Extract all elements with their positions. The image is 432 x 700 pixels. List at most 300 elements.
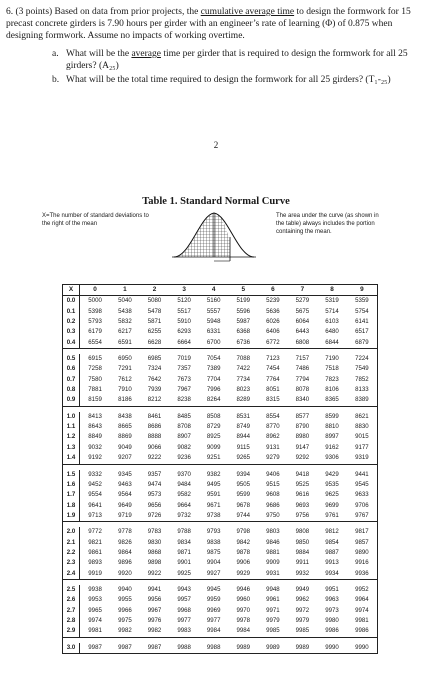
- table-cell: 7357: [177, 365, 191, 373]
- table-row: [63, 432, 378, 442]
- table-cell: 9830: [147, 538, 162, 546]
- table-cell: 9115: [236, 443, 250, 451]
- table-cell: 6293: [177, 328, 191, 336]
- table-row: [63, 307, 378, 317]
- row-header: 2.5: [63, 585, 80, 595]
- row-header: 1.7: [63, 490, 80, 500]
- row-header: 2.9: [63, 626, 80, 637]
- table-cell: 9463: [118, 480, 132, 488]
- table-cell: 8749: [236, 423, 251, 431]
- table-cell: 9987: [147, 643, 162, 651]
- question-a: [52, 48, 426, 72]
- table-cell: 8554: [266, 412, 280, 420]
- table-cell: 8962: [266, 433, 280, 441]
- table-cell: 7088: [236, 355, 251, 363]
- table-cell: 9898: [147, 559, 162, 567]
- table-cell: 9686: [266, 501, 280, 509]
- table-cell: 9854: [325, 538, 339, 546]
- table-cell: 6064: [295, 318, 310, 326]
- table-cell: 9082: [177, 443, 191, 451]
- row-header: 2.1: [63, 538, 80, 548]
- table-cell: 8621: [355, 412, 369, 420]
- table-cell: 9909: [266, 559, 280, 567]
- row-header: 2.8: [63, 616, 80, 626]
- table-row: [63, 375, 378, 385]
- table-row: [63, 453, 378, 464]
- table-cell: 9904: [206, 559, 221, 567]
- table-cell: 6443: [295, 328, 310, 336]
- table-cell: 9251: [206, 454, 221, 462]
- table-row: [63, 490, 378, 500]
- table-cell: 8238: [177, 396, 191, 404]
- row-header: 0.1: [63, 307, 80, 317]
- table-cell: 9951: [325, 585, 339, 593]
- table-cell: 5199: [236, 297, 251, 305]
- table-cell: 5279: [295, 297, 310, 305]
- row-header: 2.7: [63, 606, 80, 616]
- table-row: [63, 364, 378, 374]
- table-cell: 9525: [295, 480, 310, 488]
- column-header: 8: [317, 285, 347, 296]
- table-cell: 5636: [266, 307, 280, 315]
- table-cell: 9633: [355, 491, 369, 499]
- table-cell: 9940: [118, 585, 132, 593]
- table-row: [63, 317, 378, 327]
- table-cell: 6772: [266, 338, 280, 346]
- table-cell: 5910: [177, 318, 191, 326]
- table-cell: 9916: [355, 559, 369, 567]
- table-cell: 7190: [325, 355, 339, 363]
- table-cell: 9850: [295, 538, 310, 546]
- table-cell: 9418: [295, 470, 310, 478]
- table-cell: 9878: [236, 548, 251, 556]
- column-header: 5: [228, 285, 258, 296]
- table-cell: 9015: [355, 433, 369, 441]
- table-row: [63, 501, 378, 511]
- table-cell: 7157: [295, 355, 310, 363]
- table-row: [63, 643, 378, 654]
- table-cell: 9495: [206, 480, 221, 488]
- table-cell: 9699: [325, 501, 339, 509]
- table-cell: 9913: [325, 559, 339, 567]
- table-cell: 8186: [118, 396, 132, 404]
- table-cell: 9732: [177, 511, 191, 519]
- row-header: 1.9: [63, 511, 80, 522]
- table-cell: 5754: [355, 307, 369, 315]
- table-cell: 7054: [206, 355, 221, 363]
- table-cell: 9357: [147, 470, 162, 478]
- normal-curve-table: [62, 284, 378, 654]
- table-cell: 8365: [325, 396, 339, 404]
- table-cell: 9726: [147, 511, 162, 519]
- table-cell: 6517: [355, 328, 369, 336]
- table-cell: 9990: [325, 643, 339, 651]
- problem-intro: [6, 6, 426, 42]
- table-cell: 5239: [266, 297, 280, 305]
- table-cell: 5517: [177, 307, 191, 315]
- table-cell: 9817: [355, 528, 369, 536]
- table-cell: 9049: [118, 443, 132, 451]
- table-cell: 9989: [236, 643, 251, 651]
- table-cell: 9881: [266, 548, 280, 556]
- table-cell: 5438: [118, 307, 132, 315]
- table-cell: 9649: [118, 501, 132, 509]
- table-cell: 9964: [355, 596, 369, 604]
- table-cell: 9370: [177, 470, 191, 478]
- table-cell: 9177: [355, 443, 369, 451]
- table-cell: 9956: [147, 596, 162, 604]
- row-header: 1.1: [63, 422, 80, 432]
- table-cell: 9919: [88, 569, 102, 577]
- table-cell: 8810: [325, 423, 339, 431]
- table-cell: 9965: [88, 606, 102, 614]
- table-header-row: [63, 285, 378, 296]
- table-cell: 9875: [206, 548, 221, 556]
- table-cell: 8907: [177, 433, 191, 441]
- table-cell: 8289: [236, 396, 251, 404]
- problem-number: 6.: [6, 7, 14, 17]
- table-row: [63, 569, 378, 580]
- table-cell: 9864: [118, 548, 132, 556]
- problem-intro-emphasis: cumulative average time: [200, 7, 295, 17]
- table-row: [63, 422, 378, 432]
- table-cell: 6664: [177, 338, 191, 346]
- table-cell: 9147: [295, 443, 310, 451]
- table-cell: 7389: [206, 365, 221, 373]
- table-row: [63, 616, 378, 626]
- table-cell: 8770: [266, 423, 280, 431]
- table-cell: 5871: [147, 318, 162, 326]
- table-cell: 5398: [88, 307, 102, 315]
- question-emphasis: average: [131, 49, 161, 59]
- table-cell: 5675: [295, 307, 310, 315]
- table-cell: 8438: [118, 412, 132, 420]
- table-cell: 9192: [88, 454, 102, 462]
- table-cell: 9955: [118, 596, 132, 604]
- table-cell: 9977: [206, 616, 221, 624]
- table-cell: 7019: [177, 355, 191, 363]
- table-cell: 9713: [88, 511, 102, 519]
- table-cell: 8790: [295, 423, 310, 431]
- table-cell: 6141: [355, 318, 369, 326]
- table-cell: 8729: [206, 423, 221, 431]
- table-row: [63, 606, 378, 616]
- table-cell: 9292: [295, 454, 310, 462]
- table-cell: 9973: [325, 606, 339, 614]
- table-cell: 9890: [355, 548, 369, 556]
- table-cell: 9319: [355, 454, 369, 462]
- table-row: [63, 480, 378, 490]
- table-cell: 8159: [88, 396, 102, 404]
- table-cell: 9812: [325, 528, 339, 536]
- table-cell: 7612: [118, 375, 132, 383]
- table-cell: 9838: [206, 538, 221, 546]
- table-row: [63, 470, 378, 480]
- table-cell: 7422: [236, 365, 251, 373]
- table-cell: 7673: [177, 375, 191, 383]
- column-header: 4: [199, 285, 229, 296]
- table-cell: 7852: [355, 375, 369, 383]
- table-cell: 9842: [236, 538, 251, 546]
- table-cell: 9616: [295, 491, 310, 499]
- column-header: 6: [258, 285, 288, 296]
- table-cell: 9798: [236, 528, 251, 536]
- table-cell: 9901: [177, 559, 191, 567]
- corner-cell: X: [63, 285, 80, 296]
- table-cell: 9982: [147, 627, 162, 635]
- table-cell: 9738: [206, 511, 221, 519]
- table-cell: 8389: [355, 396, 369, 404]
- table-cell: 7734: [236, 375, 251, 383]
- table-cell: 8599: [325, 412, 339, 420]
- table-cell: 8078: [295, 386, 310, 394]
- table-cell: 9599: [236, 491, 251, 499]
- table-cell: 7704: [206, 375, 221, 383]
- table-cell: 9984: [236, 627, 251, 635]
- table-cell: 6985: [147, 355, 162, 363]
- table-cell: 9821: [88, 538, 102, 546]
- table-cell: 9641: [88, 501, 102, 509]
- row-header: 2.6: [63, 595, 80, 605]
- table-cell: 9960: [236, 596, 251, 604]
- table-cell: 5478: [147, 307, 162, 315]
- table-cell: 9545: [355, 480, 369, 488]
- question-text: [66, 48, 426, 72]
- table-cell: 7580: [88, 375, 102, 383]
- table-cell: 9925: [177, 569, 191, 577]
- table-cell: 9893: [88, 559, 102, 567]
- table-title: Table 1. Standard Normal Curve: [142, 196, 290, 207]
- table-cell: 8133: [355, 386, 369, 394]
- row-header: 1.2: [63, 432, 80, 442]
- table-cell: 9554: [88, 491, 102, 499]
- table-cell: 9987: [88, 643, 102, 651]
- table-cell: 9808: [295, 528, 310, 536]
- table-cell: 7910: [118, 386, 132, 394]
- table-cell: 9265: [236, 454, 251, 462]
- row-header: 0.8: [63, 385, 80, 395]
- table-cell: 9968: [177, 606, 191, 614]
- table-cell: 9834: [177, 538, 191, 546]
- table-cell: 8508: [206, 412, 221, 420]
- table-cell: 9515: [266, 480, 280, 488]
- table-cell: 9945: [206, 585, 221, 593]
- table-cell: 9906: [236, 559, 251, 567]
- table-cell: 7518: [325, 365, 339, 373]
- row-header: 1.0: [63, 412, 80, 422]
- table-cell: 7454: [266, 365, 280, 373]
- table-cell: 9394: [236, 470, 251, 478]
- table-cell: 9793: [206, 528, 221, 536]
- table-cell: 5793: [88, 318, 102, 326]
- table-cell: 9706: [355, 501, 369, 509]
- page-number: 2: [213, 140, 219, 150]
- table-cell: 9949: [295, 585, 310, 593]
- table-cell: 6591: [118, 338, 132, 346]
- table-cell: 8869: [118, 433, 132, 441]
- table-cell: 7794: [295, 375, 310, 383]
- table-cell: 8925: [206, 433, 221, 441]
- problem-intro-text: (3 points) Based on data from prior projects, the: [15, 7, 201, 17]
- table-cell: 9927: [206, 569, 221, 577]
- table-cell: 5987: [236, 318, 251, 326]
- table-cell: 8643: [88, 423, 102, 431]
- table-cell: 5160: [206, 297, 221, 305]
- table-row: [63, 538, 378, 548]
- row-header: 0.7: [63, 375, 80, 385]
- table-cell: 9988: [206, 643, 221, 651]
- table-cell: 9306: [325, 454, 339, 462]
- table-cell: 9985: [266, 627, 280, 635]
- table-cell: 5000: [88, 297, 102, 305]
- table-cell: 9887: [325, 548, 339, 556]
- table-cell: 9871: [177, 548, 191, 556]
- table-cell: 8461: [147, 412, 162, 420]
- table-cell: 9452: [88, 480, 102, 488]
- table-cell: 9948: [266, 585, 280, 593]
- table-row: [63, 595, 378, 605]
- table-cell: 9970: [236, 606, 251, 614]
- table-cell: 9582: [177, 491, 191, 499]
- column-header: 3: [169, 285, 199, 296]
- row-header: 2.0: [63, 527, 80, 537]
- table-cell: 9922: [147, 569, 162, 577]
- table-cell: 9573: [147, 491, 162, 499]
- table-row: [63, 412, 378, 422]
- question-text: [66, 74, 391, 86]
- table-cell: 9920: [118, 569, 132, 577]
- question-list: [52, 48, 426, 86]
- table-cell: 5596: [236, 307, 251, 315]
- table-row: [63, 443, 378, 453]
- table-cell: 9974: [88, 616, 102, 624]
- table-cell: 9884: [295, 548, 310, 556]
- table-cell: 9406: [266, 470, 280, 478]
- table-row: [63, 558, 378, 568]
- table-cell: 9099: [206, 443, 221, 451]
- row-header: 1.6: [63, 480, 80, 490]
- table-cell: 8849: [88, 433, 102, 441]
- table-cell: 6879: [355, 338, 369, 346]
- table-row: [63, 385, 378, 395]
- table-cell: 7764: [266, 375, 280, 383]
- table-cell: 7996: [206, 386, 221, 394]
- table-cell: 7642: [147, 375, 162, 383]
- row-header: 0.5: [63, 354, 80, 364]
- table-cell: 6700: [206, 338, 221, 346]
- table-cell: 8106: [325, 386, 339, 394]
- table-row: [63, 354, 378, 364]
- table-cell: 9911: [295, 559, 309, 567]
- x-definition-note: X=The number of standard deviations to the right of the mean: [42, 213, 149, 227]
- column-header: 7: [288, 285, 318, 296]
- table-cell: 6950: [118, 355, 132, 363]
- table-cell: 9988: [177, 643, 191, 651]
- table-cell: 9066: [147, 443, 162, 451]
- table-cell: 5948: [206, 318, 221, 326]
- table-cell: 9936: [355, 569, 369, 577]
- table-cell: 6406: [266, 328, 280, 336]
- table-row: [63, 296, 378, 307]
- table-cell: 6179: [88, 328, 102, 336]
- table-cell: 6368: [236, 328, 251, 336]
- table-cell: 9772: [88, 528, 102, 536]
- table-cell: 9982: [118, 627, 132, 635]
- table-cell: 8051: [266, 386, 280, 394]
- table-cell: 5359: [355, 297, 369, 305]
- table-row: [63, 626, 378, 637]
- table-cell: 9952: [355, 585, 369, 593]
- table-cell: 8665: [118, 423, 132, 431]
- table-cell: 6331: [206, 328, 221, 336]
- table-cell: 9332: [88, 470, 102, 478]
- table-cell: 7258: [88, 365, 102, 373]
- table-cell: 9976: [147, 616, 162, 624]
- table-cell: 9207: [118, 454, 132, 462]
- table-cell: 5319: [325, 297, 339, 305]
- table-cell: 9441: [355, 470, 369, 478]
- table-cell: 9931: [266, 569, 280, 577]
- table-cell: 9591: [206, 491, 221, 499]
- table-cell: 6628: [147, 338, 162, 346]
- table-cell: 9803: [266, 528, 280, 536]
- table-cell: 9932: [295, 569, 310, 577]
- table-cell: 9977: [177, 616, 191, 624]
- table-cell: 7324: [147, 365, 162, 373]
- table-cell: 9980: [325, 616, 339, 624]
- row-header: 2.3: [63, 558, 80, 568]
- table-cell: 9664: [177, 501, 191, 509]
- table-row: [63, 327, 378, 337]
- problem-statement: [6, 6, 426, 88]
- table-cell: 9131: [266, 443, 280, 451]
- table-cell: 8980: [295, 433, 310, 441]
- table-cell: 9656: [147, 501, 162, 509]
- table-cell: 9957: [177, 596, 191, 604]
- table-cell: 9719: [118, 511, 132, 519]
- table-cell: 8997: [325, 433, 339, 441]
- table-cell: 9989: [266, 643, 280, 651]
- question-text-start: What will be the total time required to design the formwork for all 25 girders? (T₁-₂₅): [66, 75, 391, 85]
- table-cell: 8340: [295, 396, 310, 404]
- table-cell: 9505: [236, 480, 251, 488]
- table-cell: 9756: [295, 511, 310, 519]
- table-cell: 7549: [355, 365, 369, 373]
- table-row: [63, 585, 378, 595]
- table-cell: 9236: [177, 454, 191, 462]
- table-cell: 6026: [266, 318, 280, 326]
- table-row: [63, 511, 378, 522]
- table-cell: 9279: [266, 454, 280, 462]
- problem-intro-rest: to design the formwork for 15 precast concrete girders is 7.90 hours per girder with an engineer’s rate of learning (Φ) of 0.875 when designing formwork. Assume no impacts of working overtime.: [6, 7, 411, 41]
- area-definition-note: The area under the curve (as shown in the table) always includes the portion containing the mean.: [276, 213, 379, 235]
- table-cell: 9484: [177, 480, 191, 488]
- table-cell: 9981: [355, 616, 369, 624]
- row-header: 0.6: [63, 364, 80, 374]
- normal-curve-figure: [170, 207, 258, 265]
- row-header: 1.8: [63, 501, 80, 511]
- table-cell: 9222: [147, 454, 162, 462]
- table-cell: 9761: [325, 511, 339, 519]
- table-cell: 5714: [325, 307, 339, 315]
- table-cell: 9943: [177, 585, 191, 593]
- row-header: 1.4: [63, 453, 80, 464]
- table-cell: 9861: [88, 548, 102, 556]
- table-cell: 9990: [355, 643, 369, 651]
- table-cell: 9963: [325, 596, 339, 604]
- table-cell: 5557: [206, 307, 221, 315]
- table-cell: 8944: [236, 433, 251, 441]
